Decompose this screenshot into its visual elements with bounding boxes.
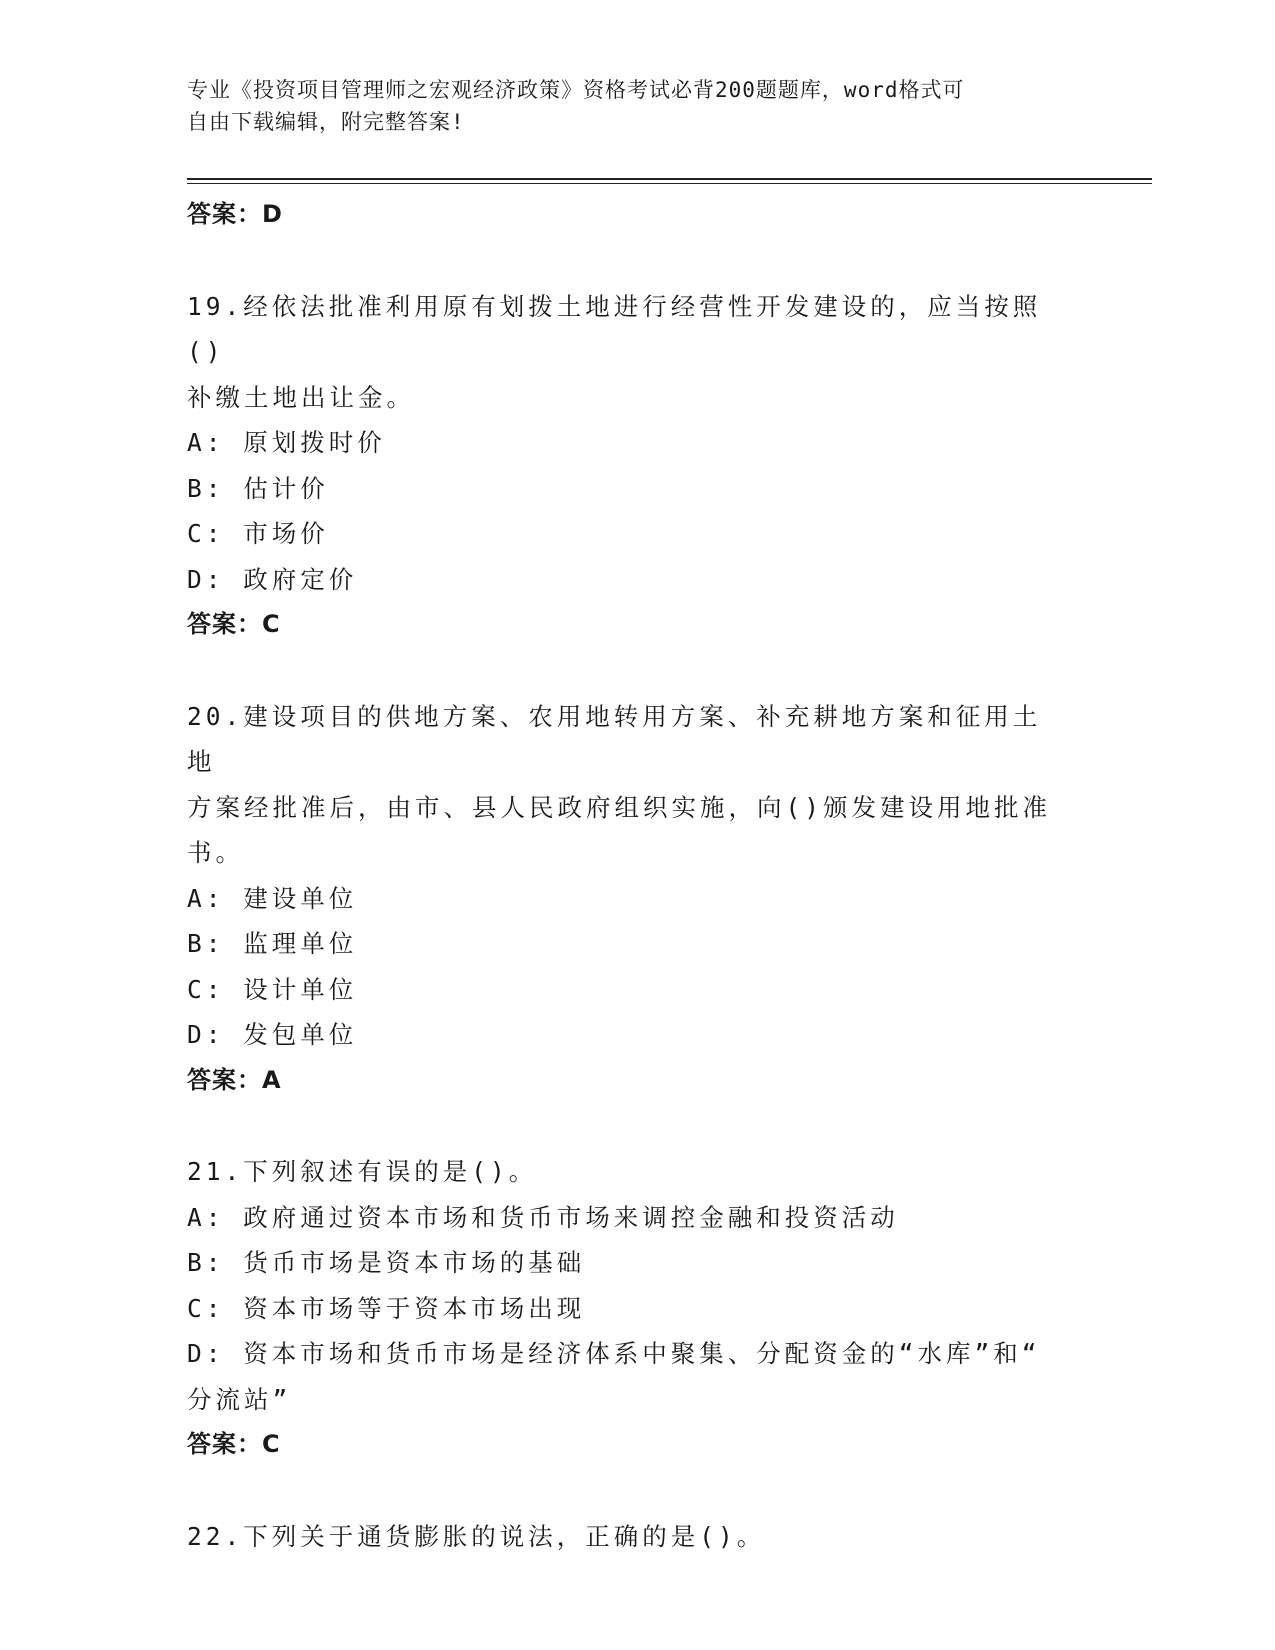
question-20-option-b: B: 监理单位	[187, 929, 358, 958]
question-20-stem-1: 20.建设项目的供地方案、农用地转用方案、补充耕地方案和征用土地	[187, 701, 1042, 776]
question-20-stem-3: 书。	[187, 838, 244, 867]
header-line-1: 专业《投资项目管理师之宏观经济政策》资格考试必背200题题库，word格式可	[187, 78, 965, 102]
question-20	[187, 694, 1067, 1104]
question-19	[187, 284, 1067, 648]
question-21-answer: 答案：C	[187, 1430, 281, 1458]
question-19-option-a: A: 原划拨时价	[187, 428, 386, 457]
spacer	[187, 1103, 1067, 1149]
document-body	[187, 192, 1067, 1559]
question-20-answer: 答案：A	[187, 1065, 282, 1094]
spacer	[187, 238, 1067, 284]
question-19-answer: 答案：C	[187, 610, 281, 638]
question-19-stem-2: 补缴土地出让金。	[187, 382, 415, 412]
page-header	[187, 74, 1087, 138]
header-divider-thick	[187, 178, 1152, 180]
spacer	[187, 648, 1067, 694]
question-21-stem-1: 21.下列叙述有误的是()。	[187, 1157, 538, 1186]
question-20-option-c: C: 设计单位	[187, 974, 358, 1004]
question-21-option-a: A: 政府通过资本市场和货币市场来调控金融和投资活动	[187, 1202, 899, 1232]
spacer	[187, 1468, 1067, 1514]
question-19-stem-1: 19.经依法批准利用原有划拨土地进行经营性开发建设的，应当按照()	[187, 291, 1042, 366]
question-21-option-d-2: 分流站”	[187, 1384, 292, 1414]
question-22	[187, 1514, 1067, 1560]
question-21-option-c: C: 资本市场等于资本市场出现	[187, 1293, 586, 1323]
question-19-option-d: D: 政府定价	[187, 564, 358, 594]
question-22-stem-1: 22.下列关于通货膨胀的说法，正确的是()。	[187, 1521, 766, 1551]
question-20-option-a: A: 建设单位	[187, 883, 358, 913]
question-19-option-c: C: 市场价	[187, 519, 329, 548]
header-divider-thin	[187, 183, 1152, 184]
answer-previous: 答案：D	[187, 200, 283, 228]
question-21	[187, 1149, 1067, 1468]
header-line-2: 自由下载编辑，附完整答案!	[187, 110, 465, 134]
question-20-option-d: D: 发包单位	[187, 1020, 358, 1049]
question-21-option-d-1: D: 资本市场和货币市场是经济体系中聚集、分配资金的“水库”和“	[187, 1339, 1041, 1368]
question-19-option-b: B: 估计价	[187, 473, 329, 503]
question-20-stem-2: 方案经批准后，由市、县人民政府组织实施，向()颁发建设用地批准	[187, 792, 1051, 822]
question-21-option-b: B: 货币市场是资本市场的基础	[187, 1248, 586, 1277]
